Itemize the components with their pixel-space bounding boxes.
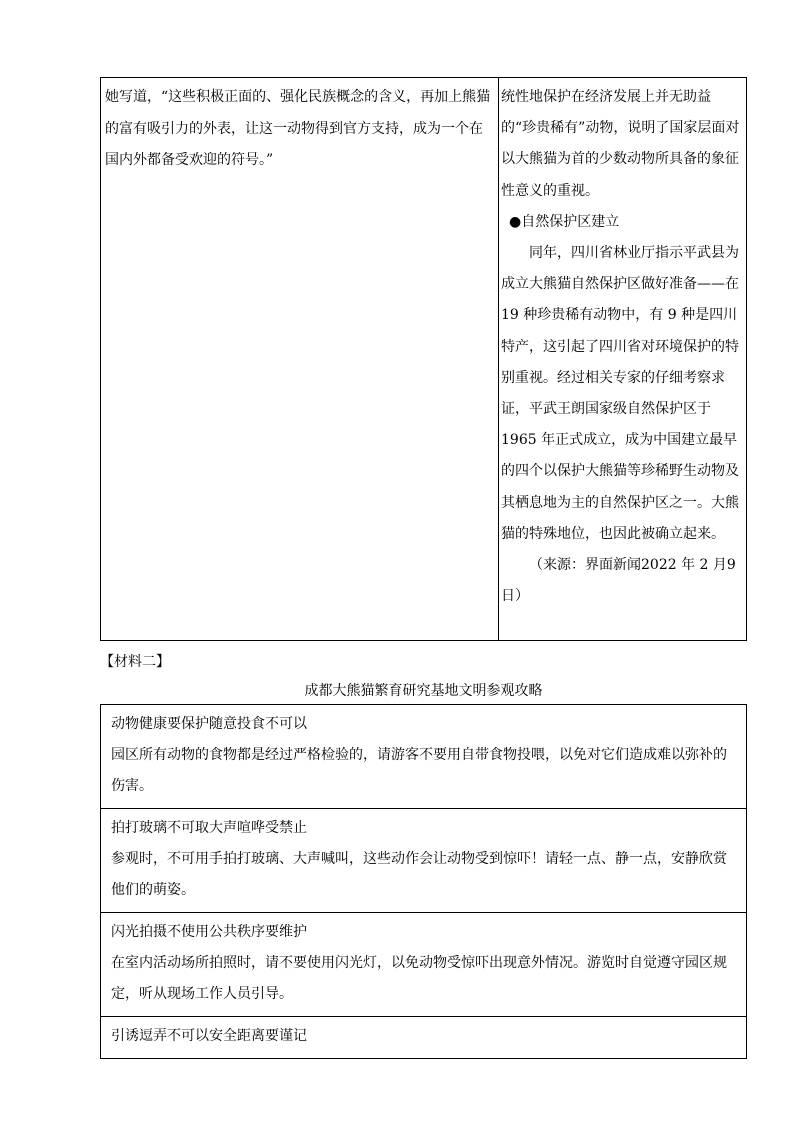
left-column [101, 78, 499, 640]
guide-row [101, 1016, 746, 1058]
guide-row-heading: 引诱逗弄不可以安全距离要谨记 [111, 1028, 307, 1044]
article-table [100, 77, 747, 641]
left-column-text: 她写道，“这些积极正面的、强化民族概念的含义，再加上熊猫的富有吸引力的外表，让这一动物得到官方支持，成为一个在国内外都备受欢迎的符号。” [105, 89, 491, 168]
guide-row-heading: 闪光拍摄不使用公共秩序要维护 [111, 924, 307, 940]
guide-row-body: 园区所有动物的食物都是经过严格检验的，请游客不要用自带食物投喂，以免对它们造成难以弥补的伤害。 [111, 747, 727, 794]
guide-row [101, 705, 746, 808]
right-para-2: 同年，四川省林业厅指示平武县为成立大熊猫自然保护区做好准备——在 19 种珍贵稀有动物中，有 9 种是四川特产，这引起了四川省对环境保护的特别重视。经过相关专家的仔细考察求证，平武王朗国家级自然保护区于 1965 年正式成立，成为中国建立最早的四个以保护大熊猫等珍稀野生动物及其栖息地为主的自然保护区之一。大熊猫的特殊地位，也因此被确立起来。 [501, 245, 739, 542]
guide-title: 成都大熊猫繁育研究基地文明参观攻略 [304, 683, 543, 699]
guide-row-heading: 拍打玻璃不可取大声喧哗受禁止 [111, 820, 307, 836]
source-citation: （来源：界面新闻2022 年 2 月9日） [501, 557, 736, 605]
material-two-label: 【材料二】 [100, 654, 170, 670]
right-column [499, 78, 746, 640]
right-para-1: 统性地保护在经济发展上并无助益的“珍贵稀有”动物，说明了国家层面对以大熊猫为首的少数动物所具备的象征性意义的重视。 [501, 89, 740, 199]
guide-row [101, 912, 746, 1016]
guide-row-heading: 动物健康要保护随意投食不可以 [111, 716, 307, 732]
guide-table [100, 704, 747, 1059]
guide-row-body: 参观时，不可用手拍打玻璃、大声喊叫，这些动作会让动物受到惊吓！请轻一点、静一点，安静欣赏他们的萌姿。 [111, 851, 727, 898]
nature-reserve-heading: ●自然保护区建立 [509, 213, 620, 230]
guide-row [101, 808, 746, 912]
guide-row-body: 在室内活动场所拍照时，请不要使用闪光灯，以免动物受惊吓出现意外情况。游览时自觉遵守园区规定，听从现场工作人员引导。 [111, 955, 727, 1002]
